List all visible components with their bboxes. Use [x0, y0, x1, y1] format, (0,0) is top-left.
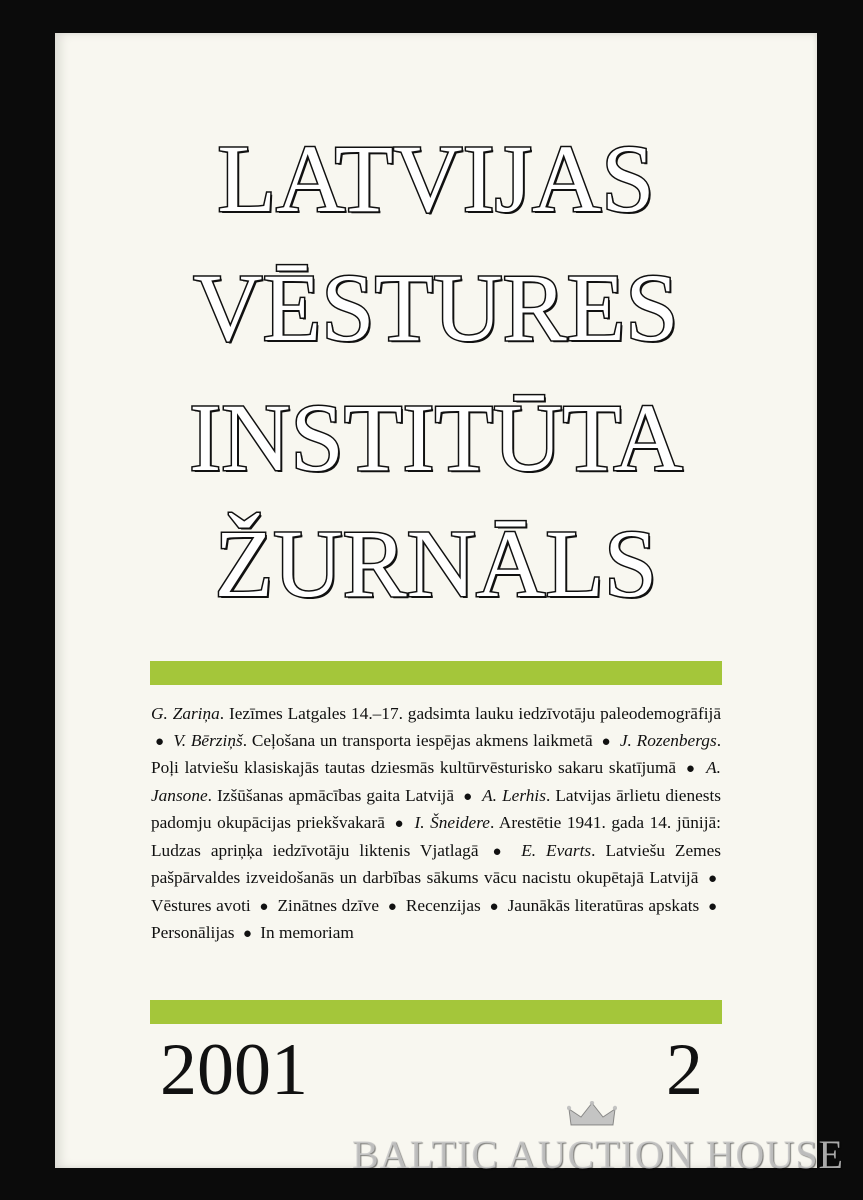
entry-title: . Izšūšanas apmācības gaita Latvijā: [207, 785, 455, 805]
entry-author: A. Lerhis: [482, 785, 546, 805]
entry-title: Vēstures avoti: [151, 895, 251, 915]
title-line-3: INSTITŪTA: [189, 384, 683, 491]
bullet-separator: ●: [707, 871, 717, 887]
bullet-separator: ●: [155, 733, 165, 750]
bullet-separator: ●: [685, 761, 697, 777]
contents-entry: [508, 896, 700, 915]
entry-title: . Ceļošana un transporta iespējas akmens laikmetā: [242, 730, 593, 750]
title-line-1: LATVIJAS: [217, 125, 655, 232]
contents-entry: [151, 923, 235, 942]
contents-entry: [406, 896, 481, 915]
entry-author: A. Jansone: [151, 758, 721, 805]
journal-cover: [55, 33, 844, 1177]
entry-author: E. Evarts: [521, 840, 592, 860]
bullet-separator: ●: [492, 843, 508, 860]
watermark: BALTIC AUCTION HOUSE: [352, 1132, 844, 1177]
contents-entry: [151, 704, 721, 723]
table-of-contents: [151, 701, 721, 948]
bullet-separator: ●: [259, 898, 269, 915]
contents-entry: [151, 896, 251, 915]
bullet-separator: ●: [394, 816, 405, 832]
entry-title: Zinātnes dzīve: [277, 895, 380, 915]
publication-year: 2001: [160, 1029, 308, 1111]
entry-title: . Iezīmes Latgales 14.–17. gadsimta lauku iedzīvotāju paleodemogrāfijā: [219, 704, 721, 723]
bullet-separator: ●: [489, 898, 499, 915]
entry-title: . Latviešu Zemes pašpārvaldes izveidošanās un darbības sākums vācu nacistu okupētajā Latvijā: [151, 840, 721, 887]
crown-icon: [567, 1101, 617, 1129]
entry-title: . Poļi latviešu klasiskajās tautas dziesmās kultūrvēsturisko sakaru skatījumā: [151, 730, 722, 777]
entry-author: V. Bērziņš: [173, 730, 243, 750]
contents-entry: [173, 731, 592, 750]
entry-author: I. Šneidere: [414, 813, 490, 832]
bullet-separator: ●: [601, 733, 612, 750]
title-line-4: ŽURNĀLS: [214, 510, 658, 617]
title-line-2: VĒSTURES: [193, 254, 679, 361]
bullet-separator: ●: [387, 898, 398, 915]
entry-title: In memoriam: [260, 923, 354, 942]
entry-title: . Arestētie 1941. gada 14. jūnijā: Ludzas apriņķa iedzīvotāju liktenis Vjatlagā: [151, 813, 721, 860]
entry-title: Jaunākās literatūras apskats: [507, 895, 700, 915]
entry-title: Recenzijas: [405, 895, 481, 915]
bullet-separator: ●: [242, 926, 252, 942]
entry-title: Personālijas: [151, 923, 235, 942]
entry-author: G. Zariņa: [151, 704, 220, 723]
contents-entry: [278, 896, 380, 915]
contents-entry: [260, 923, 354, 942]
entry-title: . Latvijas ārlietu dienests padomju okupācijas priekšvakarā: [151, 785, 722, 832]
bullet-separator: ●: [707, 898, 718, 915]
bullet-separator: ●: [463, 788, 473, 805]
entry-author: J. Rozenbergs: [619, 730, 717, 750]
issue-number: 2: [666, 1029, 703, 1111]
accent-bar-bottom: [150, 1000, 722, 1024]
accent-bar-top: [150, 661, 722, 685]
